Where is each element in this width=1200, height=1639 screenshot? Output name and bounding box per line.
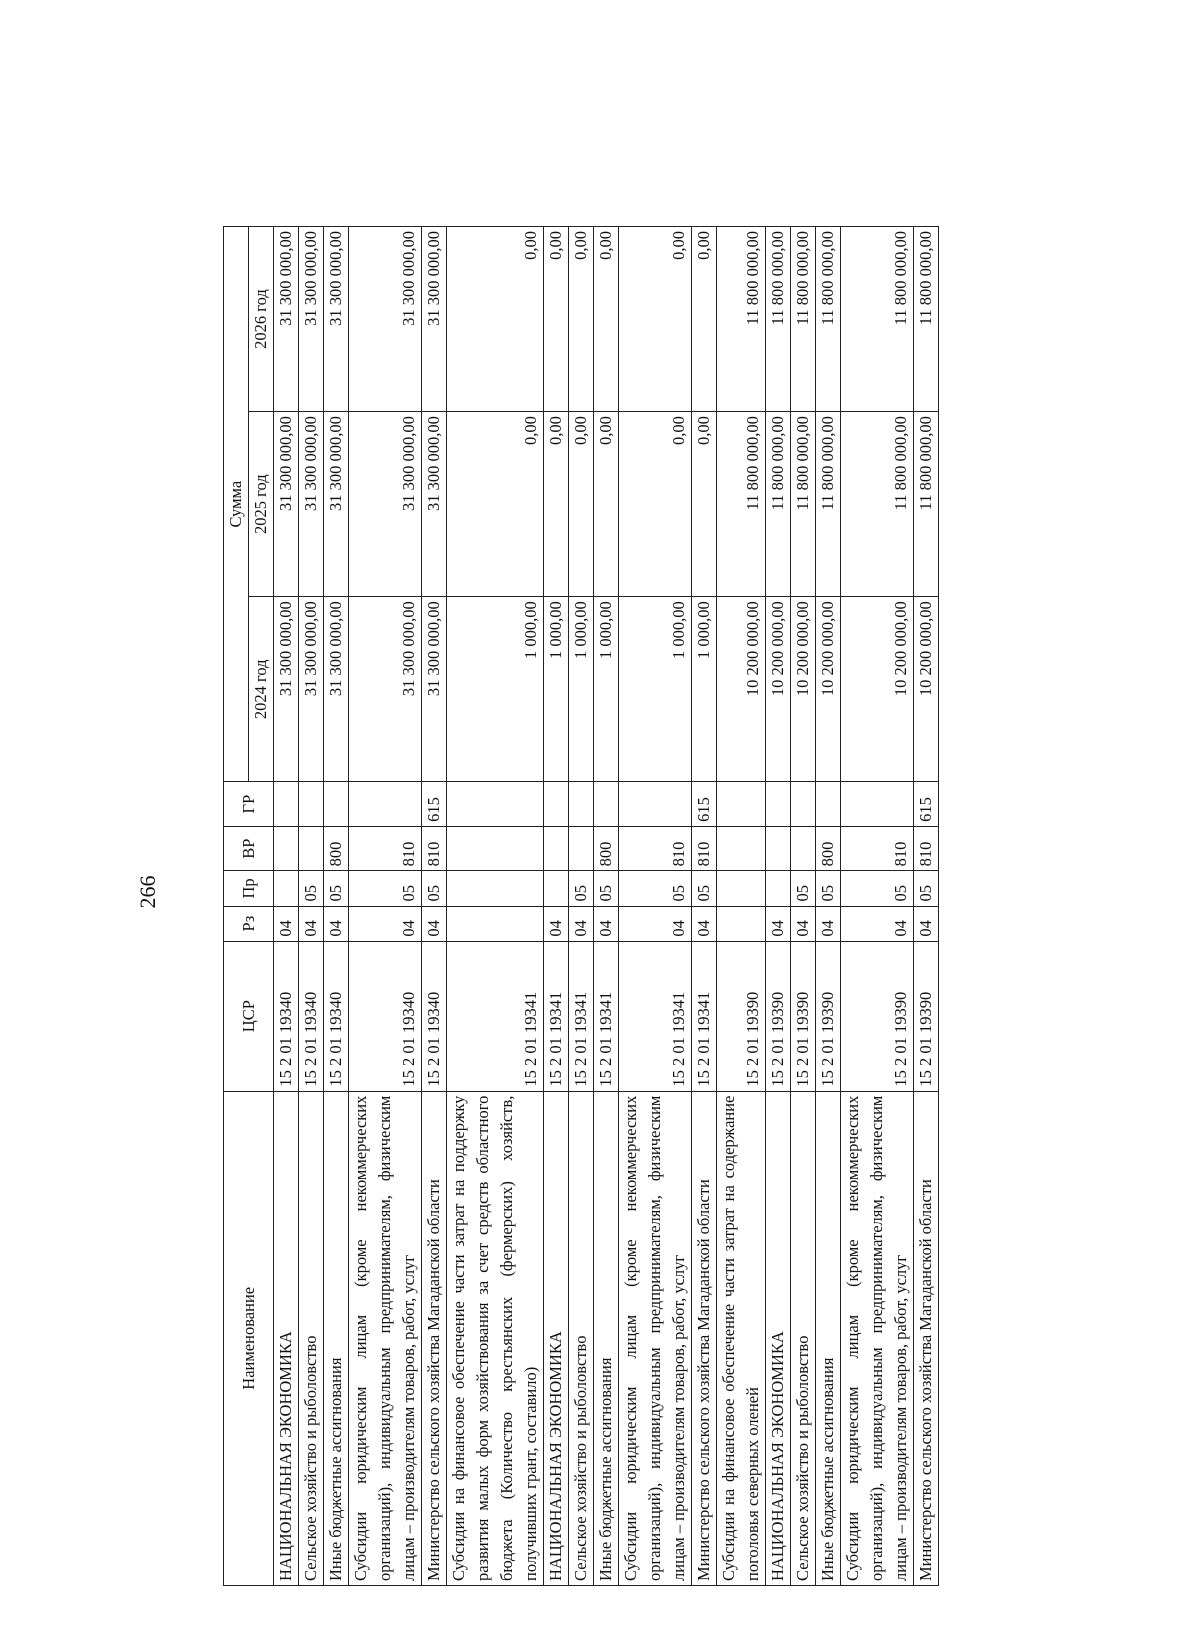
cell-pr: 05 (914, 871, 939, 906)
cell-pr: 05 (816, 871, 841, 906)
cell-pr: 05 (619, 871, 692, 906)
cell-vr (299, 826, 324, 871)
cell-vr (447, 826, 544, 871)
cell-pr: 05 (324, 871, 349, 906)
cell-vr: 800 (594, 826, 619, 871)
cell-csr: 15 2 01 19340 (422, 941, 447, 1091)
cell-pr: 05 (349, 871, 422, 906)
cell-name: Министерство сельского хозяйства Магаданской области (692, 1091, 717, 1585)
cell-pr (447, 871, 544, 906)
cell-gr (569, 782, 594, 827)
cell-csr: 15 2 01 19340 (299, 941, 324, 1091)
cell-rz: 04 (816, 906, 841, 941)
cell-pr: 05 (841, 871, 914, 906)
header-pr: Пр (224, 871, 274, 906)
cell-pr: 05 (594, 871, 619, 906)
cell-gr (791, 782, 816, 827)
cell-2026: 31 300 000,00 (324, 227, 349, 412)
cell-2026: 11 800 000,00 (717, 227, 766, 412)
cell-rz (447, 906, 544, 941)
cell-2026: 0,00 (544, 227, 569, 412)
cell-rz: 04 (619, 906, 692, 941)
header-rz: Рз (224, 906, 274, 941)
cell-pr (766, 871, 791, 906)
cell-2026: 31 300 000,00 (422, 227, 447, 412)
cell-gr: 615 (914, 782, 939, 827)
cell-2026: 11 800 000,00 (816, 227, 841, 412)
cell-rz: 04 (841, 906, 914, 941)
cell-pr (717, 871, 766, 906)
header-sum: Сумма (224, 227, 249, 782)
cell-2025: 31 300 000,00 (274, 412, 299, 597)
cell-gr (766, 782, 791, 827)
table-row (717, 227, 766, 1586)
header-year-2026: 2026 год (249, 227, 274, 412)
cell-csr: 15 2 01 19390 (841, 941, 914, 1091)
cell-name: НАЦИОНАЛЬНАЯ ЭКОНОМИКА (274, 1091, 299, 1585)
cell-2026: 11 800 000,00 (766, 227, 791, 412)
cell-csr: 15 2 01 19340 (349, 941, 422, 1091)
table-row (619, 227, 692, 1586)
cell-gr (544, 782, 569, 827)
cell-rz: 04 (544, 906, 569, 941)
cell-vr (544, 826, 569, 871)
cell-name: Министерство сельского хозяйства Магаданской области (422, 1091, 447, 1585)
table-row (324, 227, 349, 1586)
cell-pr: 05 (299, 871, 324, 906)
table-row (299, 227, 324, 1586)
cell-name: Министерство сельского хозяйства Магаданской области (914, 1091, 939, 1585)
cell-2025: 0,00 (594, 412, 619, 597)
cell-name: Иные бюджетные ассигнования (594, 1091, 619, 1585)
cell-2026: 0,00 (447, 227, 544, 412)
header-name: Наименование (224, 1091, 274, 1585)
cell-2024: 1 000,00 (619, 597, 692, 782)
cell-2026: 11 800 000,00 (791, 227, 816, 412)
cell-csr: 15 2 01 19341 (544, 941, 569, 1091)
cell-2024: 10 200 000,00 (717, 597, 766, 782)
rotated-table-region (223, 226, 1021, 1586)
table-row (447, 227, 544, 1586)
cell-2025: 11 800 000,00 (717, 412, 766, 597)
cell-pr (274, 871, 299, 906)
cell-gr (594, 782, 619, 827)
cell-vr (717, 826, 766, 871)
cell-2025: 31 300 000,00 (324, 412, 349, 597)
cell-2024: 1 000,00 (594, 597, 619, 782)
table-row (349, 227, 422, 1586)
table-row (766, 227, 791, 1586)
cell-csr: 15 2 01 19390 (717, 941, 766, 1091)
cell-vr: 810 (841, 826, 914, 871)
cell-2024: 1 000,00 (692, 597, 717, 782)
cell-2025: 0,00 (569, 412, 594, 597)
cell-csr: 15 2 01 19340 (274, 941, 299, 1091)
cell-gr: 615 (422, 782, 447, 827)
cell-rz: 04 (422, 906, 447, 941)
cell-2024: 1 000,00 (447, 597, 544, 782)
cell-2025: 0,00 (692, 412, 717, 597)
cell-2024: 1 000,00 (544, 597, 569, 782)
cell-name: НАЦИОНАЛЬНАЯ ЭКОНОМИКА (766, 1091, 791, 1585)
cell-csr: 15 2 01 19390 (791, 941, 816, 1091)
table-row (274, 227, 299, 1586)
cell-name: Сельское хозяйство и рыболовство (299, 1091, 324, 1585)
cell-vr (791, 826, 816, 871)
cell-vr (569, 826, 594, 871)
cell-csr: 15 2 01 19341 (569, 941, 594, 1091)
cell-2025: 31 300 000,00 (349, 412, 422, 597)
cell-vr: 810 (692, 826, 717, 871)
table-row (841, 227, 914, 1586)
cell-vr (274, 826, 299, 871)
cell-vr (766, 826, 791, 871)
cell-2024: 31 300 000,00 (349, 597, 422, 782)
cell-name: Субсидии на финансовое обеспечение части затрат на содержание поголовья северных оленей (717, 1091, 766, 1585)
cell-vr: 810 (422, 826, 447, 871)
cell-vr: 810 (349, 826, 422, 871)
cell-csr: 15 2 01 19341 (447, 941, 544, 1091)
cell-gr (299, 782, 324, 827)
cell-vr: 810 (914, 826, 939, 871)
cell-gr (274, 782, 299, 827)
cell-2025: 31 300 000,00 (299, 412, 324, 597)
cell-2024: 31 300 000,00 (299, 597, 324, 782)
cell-pr: 05 (569, 871, 594, 906)
cell-2025: 0,00 (544, 412, 569, 597)
cell-csr: 15 2 01 19390 (766, 941, 791, 1091)
cell-pr: 05 (422, 871, 447, 906)
cell-rz: 04 (914, 906, 939, 941)
cell-gr (841, 782, 914, 827)
cell-2026: 31 300 000,00 (299, 227, 324, 412)
cell-2025: 31 300 000,00 (422, 412, 447, 597)
cell-vr: 810 (619, 826, 692, 871)
table-row (914, 227, 939, 1586)
cell-name: Субсидии юридическим лицам (кроме некоммерческих организаций), индивидуальным предпринимателям, физическим лицам – производителям товаров, работ, услуг (349, 1091, 422, 1585)
cell-name: Субсидии на финансовое обеспечение части затрат на поддержку развития малых форм хозяйствования за счет средств областного бюджета (Количество крестьянских (фермерских) хозяйств, получивших грант, составило) (447, 1091, 544, 1585)
cell-2024: 10 200 000,00 (914, 597, 939, 782)
cell-2026: 0,00 (692, 227, 717, 412)
table-row (791, 227, 816, 1586)
header-year-2025: 2025 год (249, 412, 274, 597)
table-row (422, 227, 447, 1586)
cell-2024: 31 300 000,00 (274, 597, 299, 782)
cell-2026: 31 300 000,00 (274, 227, 299, 412)
header-year-2024: 2024 год (249, 597, 274, 782)
cell-name: НАЦИОНАЛЬНАЯ ЭКОНОМИКА (544, 1091, 569, 1585)
header-vr: ВР (224, 826, 274, 871)
header-gr: ГР (224, 782, 274, 827)
cell-pr (544, 871, 569, 906)
cell-csr: 15 2 01 19341 (619, 941, 692, 1091)
cell-2026: 11 800 000,00 (841, 227, 914, 412)
cell-name: Иные бюджетные ассигнования (816, 1091, 841, 1585)
cell-name: Сельское хозяйство и рыболовство (569, 1091, 594, 1585)
cell-2024: 10 200 000,00 (841, 597, 914, 782)
cell-rz: 04 (692, 906, 717, 941)
header-csr: ЦСР (224, 941, 274, 1091)
cell-2026: 0,00 (569, 227, 594, 412)
cell-rz: 04 (766, 906, 791, 941)
cell-name: Сельское хозяйство и рыболовство (791, 1091, 816, 1585)
cell-name: Субсидии юридическим лицам (кроме некоммерческих организаций), индивидуальным предпринимателям, физическим лицам – производителям товаров, работ, услуг (841, 1091, 914, 1585)
table-row (692, 227, 717, 1586)
table-row (544, 227, 569, 1586)
table-row (816, 227, 841, 1586)
cell-pr: 05 (791, 871, 816, 906)
cell-2024: 10 200 000,00 (791, 597, 816, 782)
cell-rz: 04 (594, 906, 619, 941)
cell-2024: 31 300 000,00 (324, 597, 349, 782)
cell-rz: 04 (299, 906, 324, 941)
cell-csr: 15 2 01 19340 (324, 941, 349, 1091)
cell-rz: 04 (349, 906, 422, 941)
cell-2026: 31 300 000,00 (349, 227, 422, 412)
cell-gr (324, 782, 349, 827)
cell-2026: 0,00 (594, 227, 619, 412)
cell-rz: 04 (274, 906, 299, 941)
cell-2025: 0,00 (447, 412, 544, 597)
cell-2025: 11 800 000,00 (766, 412, 791, 597)
cell-gr (349, 782, 422, 827)
budget-table (223, 226, 939, 1586)
table-body (274, 227, 939, 1586)
cell-2025: 11 800 000,00 (914, 412, 939, 597)
cell-gr (816, 782, 841, 827)
cell-2024: 1 000,00 (569, 597, 594, 782)
cell-name: Субсидии юридическим лицам (кроме некоммерческих организаций), индивидуальным предпринимателям, физическим лицам – производителям товаров, работ, услуг (619, 1091, 692, 1585)
page-number: 266 (135, 875, 160, 909)
cell-csr: 15 2 01 19341 (594, 941, 619, 1091)
table-row (594, 227, 619, 1586)
cell-csr: 15 2 01 19390 (816, 941, 841, 1091)
cell-gr (619, 782, 692, 827)
table-header (224, 227, 274, 1586)
cell-pr: 05 (692, 871, 717, 906)
cell-gr (447, 782, 544, 827)
cell-2025: 11 800 000,00 (841, 412, 914, 597)
cell-rz: 04 (324, 906, 349, 941)
cell-csr: 15 2 01 19341 (692, 941, 717, 1091)
cell-vr: 800 (816, 826, 841, 871)
cell-2026: 0,00 (619, 227, 692, 412)
cell-name: Иные бюджетные ассигнования (324, 1091, 349, 1585)
cell-2026: 11 800 000,00 (914, 227, 939, 412)
cell-rz: 04 (569, 906, 594, 941)
cell-2024: 10 200 000,00 (766, 597, 791, 782)
table-row (569, 227, 594, 1586)
cell-2025: 0,00 (619, 412, 692, 597)
cell-vr: 800 (324, 826, 349, 871)
cell-rz: 04 (791, 906, 816, 941)
cell-rz (717, 906, 766, 941)
cell-2025: 11 800 000,00 (816, 412, 841, 597)
cell-gr (717, 782, 766, 827)
cell-csr: 15 2 01 19390 (914, 941, 939, 1091)
cell-2025: 11 800 000,00 (791, 412, 816, 597)
cell-gr: 615 (692, 782, 717, 827)
cell-2024: 10 200 000,00 (816, 597, 841, 782)
cell-2024: 31 300 000,00 (422, 597, 447, 782)
